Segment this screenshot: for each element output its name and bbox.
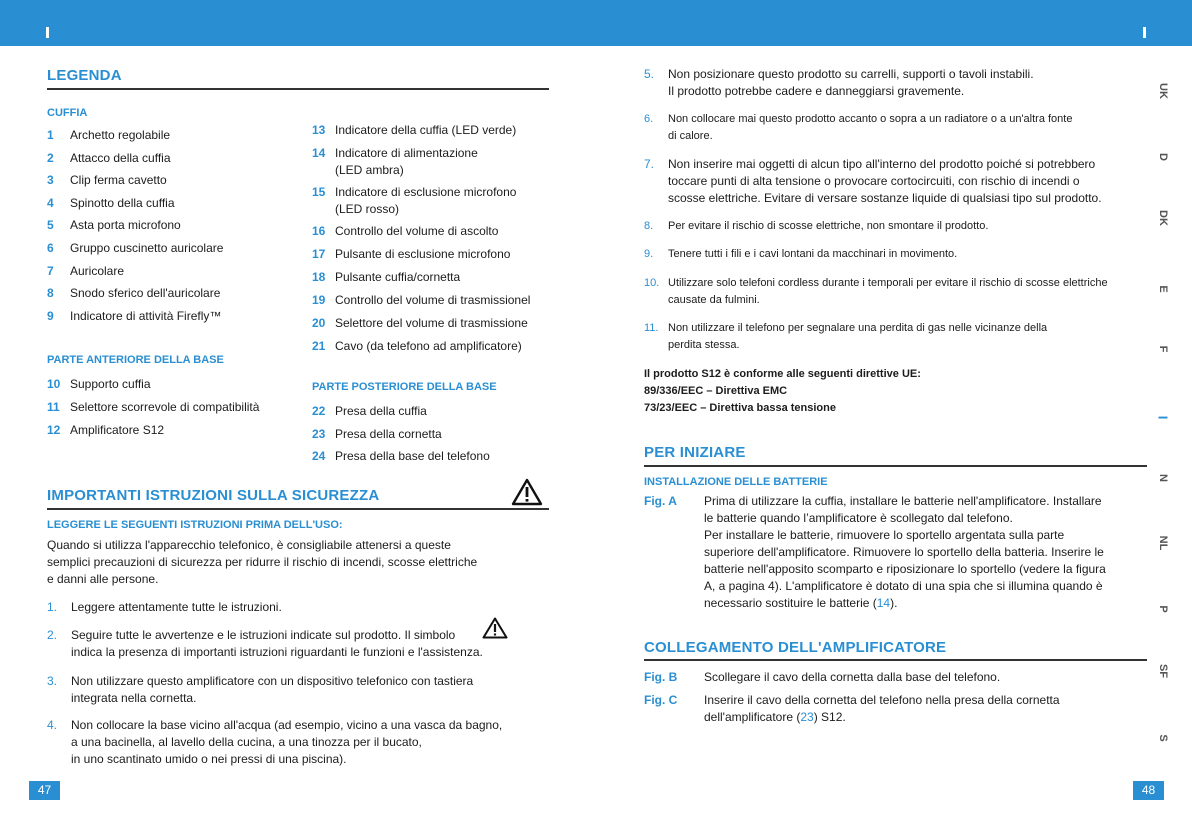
safety-item-line: Non utilizzare questo amplificatore con un dispositivo telefonico con tastiera: [71, 674, 474, 688]
language-tab[interactable]: F: [1157, 345, 1169, 353]
legend-item-label: Indicatore della cuffia (LED verde): [335, 123, 517, 137]
safety-item-number: 10.: [644, 277, 660, 289]
fig-a-line: A, a pagina 4). L'amplificatore è dotato di una spia che si illumina quando è: [704, 579, 1103, 593]
legend-item-number: 11: [47, 400, 60, 414]
legend-item-number: 20: [312, 316, 326, 330]
language-tab[interactable]: P: [1157, 605, 1169, 613]
language-tab[interactable]: S: [1157, 734, 1169, 742]
fig-c-line: Inserire il cavo della cornetta del telefono nella presa della cornetta: [704, 693, 1060, 707]
legend-item-label: Snodo sferico dell'auricolare: [70, 286, 221, 301]
fig-c-text: [704, 692, 1060, 726]
safety-item-line: in uno scantinato umido o nei pressi di una piscina).: [71, 752, 347, 766]
legend-item-number: 12: [47, 423, 61, 437]
safety-item-number: 7.: [644, 157, 655, 171]
language-tab[interactable]: NL: [1157, 535, 1169, 551]
fig-b-label: Fig. B: [644, 670, 678, 684]
safety-item-line: Per evitare il rischio di scosse elettriche, non smontare il prodotto.: [668, 220, 989, 232]
safety-item-10: [644, 275, 1144, 309]
legend-item-label: Attacco della cuffia: [70, 150, 171, 165]
legend-item-number: 2: [47, 150, 54, 165]
safety-item-line: Non collocare mai questo prodotto accanto o sopra a un radiatore o a un'altra fonte: [668, 113, 1073, 125]
legend-item-label: Spinotto della cuffia: [70, 195, 175, 210]
safety-intro-line: e danni alle persone.: [47, 572, 159, 586]
legend-item-number: 22: [312, 404, 326, 418]
safety-item-number: 6.: [644, 113, 654, 125]
safety-item-5: [644, 66, 1144, 100]
safety-item-line: a una bacinella, al lavello della cucina, a una tinozza per il bucato,: [71, 735, 422, 749]
safety-item-line: Non utilizzare il telefono per segnalare una perdita di gas nelle vicinanze della: [668, 322, 1048, 334]
legend-item-number: 4: [47, 195, 54, 210]
legend-item-label: Auricolare: [70, 263, 125, 278]
fig-a-line: Per installare le batterie, rimuovere lo sportello argentata sulla parte: [704, 528, 1065, 542]
legend-item-number: 5: [47, 218, 54, 233]
battery-subtitle: INSTALLAZIONE DELLE BATTERIE: [644, 476, 828, 488]
fig-c-text-part: ) S12.: [813, 710, 846, 724]
safety-item-line: Non inserire mai oggetti di alcun tipo all'interno del prodotto poiché si potrebbero: [668, 157, 1096, 171]
safety-item-3: [47, 673, 547, 707]
safety-item-line: perdita stessa.: [668, 339, 740, 351]
language-tab[interactable]: DK: [1157, 210, 1169, 226]
safety-item-number: 2.: [47, 628, 58, 642]
legend-item-number: 6: [47, 241, 54, 255]
safety-rule: [47, 508, 549, 510]
legend-item-label: Archetto regolabile: [70, 128, 171, 142]
safety-item-9: [644, 246, 1144, 263]
safety-item-line: causate da fulmini.: [668, 294, 760, 306]
cuffia-subtitle: CUFFIA: [47, 107, 88, 119]
fig-a-line: Prima di utilizzare la cuffia, installare le batterie nell'amplificatore. Installare: [704, 494, 1102, 508]
fig-b-text: Scollegare il cavo della cornetta dalla base del telefono.: [704, 670, 1001, 684]
left-page-marker: [46, 27, 49, 38]
legend-item-label: Presa della base del telefono: [335, 449, 490, 463]
legend-item-number: 7: [47, 263, 54, 278]
legend-item-number: 18: [312, 270, 326, 284]
legenda-rule: [47, 88, 549, 90]
legend-item-number: 19: [312, 293, 326, 307]
right-page-marker: [1143, 27, 1146, 38]
legend-item-number: 9: [47, 308, 54, 323]
safety-item-2: [47, 627, 547, 661]
safety-subtitle: LEGGERE LE SEGUENTI ISTRUZIONI PRIMA DELL'USO:: [47, 519, 343, 531]
safety-item-line: di calore.: [668, 130, 713, 142]
warning-icon: [511, 478, 543, 506]
legend-item-label-cont: (LED rosso): [335, 202, 400, 216]
safety-item-line: Il prodotto potrebbe cadere e danneggiarsi gravemente.: [668, 84, 965, 98]
header-bar: [0, 0, 1192, 46]
safety-item-line: integrata nella cornetta.: [71, 691, 197, 705]
safety-intro: [47, 537, 477, 588]
legend-item-label: Pulsante di esclusione microfono: [335, 247, 511, 261]
warning-icon-inline: [482, 617, 508, 639]
fig-a-text-part: necessario sostituire le batterie (: [704, 596, 877, 610]
connection-title: COLLEGAMENTO DELL'AMPLIFICATORE: [644, 639, 947, 656]
legend-item-label: Pulsante cuffia/cornetta: [335, 270, 461, 284]
conformity-line: 89/336/EEC – Direttiva EMC: [644, 385, 788, 397]
fig-a-text: [704, 493, 1144, 612]
legend-item-label: Controllo del volume di trasmissionel: [335, 293, 531, 307]
legend-item-number: 1: [47, 128, 54, 142]
legend-item-label-cont: (LED ambra): [335, 163, 404, 177]
legend-item-number: 15: [312, 185, 326, 199]
legend-item-label: Indicatore di attività Firefly™: [70, 308, 222, 323]
safety-item-line: Non collocare la base vicino all'acqua (ad esempio, vicino a una vasca da bagno,: [71, 718, 503, 732]
conformity-block: [644, 366, 921, 417]
page-number-left: 47: [29, 781, 60, 800]
safety-item-6: [644, 111, 1144, 145]
safety-item-line: Non posizionare questo prodotto su carrelli, supporti o tavoli instabili.: [668, 67, 1034, 81]
fig-a-label: Fig. A: [644, 494, 677, 508]
safety-item-1: [47, 599, 547, 616]
getting-started-rule: [644, 465, 1147, 467]
safety-item-4: [47, 717, 547, 768]
safety-item-line: indica la presenza di importanti istruzioni riguardanti le funzioni e l'assistenza.: [71, 645, 483, 659]
legend-item-label: Selettore scorrevole di compatibilità: [70, 400, 260, 414]
getting-started-title: PER INIZIARE: [644, 444, 746, 461]
language-tab[interactable]: E: [1157, 285, 1169, 293]
legend-item-label: Gruppo cuscinetto auricolare: [70, 241, 224, 255]
page-number-right: 48: [1133, 781, 1164, 800]
safety-item-number: 5.: [644, 67, 655, 81]
base-front-subtitle: PARTE ANTERIORE DELLA BASE: [47, 354, 224, 366]
legend-item-number: 14: [312, 146, 326, 160]
fig-a-line: superiore dell'amplificatore. Rimuovere lo sportello della batteria. Inserire le: [704, 545, 1104, 559]
legend-item-number: 16: [312, 224, 326, 238]
legend-item-number: 8: [47, 286, 54, 301]
safety-item-number: 4.: [47, 718, 58, 732]
safety-item-number: 3.: [47, 674, 58, 688]
fig-a-text-part: ).: [890, 596, 898, 610]
conformity-line: 73/23/EEC – Direttiva bassa tensione: [644, 402, 836, 414]
safety-item-line: Tenere tutti i fili e i cavi lontani da macchinari in movimento.: [668, 248, 958, 260]
safety-item-7: [644, 156, 1144, 207]
safety-item-11: [644, 320, 1144, 354]
legend-item-label: Supporto cuffia: [70, 377, 151, 391]
legend-item-number: 21: [312, 339, 326, 353]
safety-item-number: 11.: [644, 322, 659, 334]
safety-intro-line: semplici precauzioni di sicurezza per ridurre il rischio di incendi, scosse elettriche: [47, 555, 478, 569]
safety-item-line: Utilizzare solo telefoni cordless durante i temporali per evitare il rischio di scosse elettriche: [668, 277, 1108, 289]
legend-item-label: Selettore del volume di trasmissione: [335, 316, 528, 330]
legend-item-label: Presa della cuffia: [335, 404, 427, 418]
safety-intro-line: Quando si utilizza l'apparecchio telefonico, è consigliabile attenersi a queste: [47, 538, 451, 552]
legend-item-label: Clip ferma cavetto: [70, 173, 167, 188]
legend-item-label: Amplificatore S12: [70, 423, 165, 437]
legend-item-number: 13: [312, 123, 326, 137]
fig-a-line: le batterie quando l’amplificatore è scollegato dal telefono.: [704, 511, 1013, 525]
base-back-subtitle: PARTE POSTERIORE DELLA BASE: [312, 381, 497, 393]
safety-item-line: Seguire tutte le avvertenze e le istruzioni indicate sul prodotto. Il simbolo: [71, 628, 456, 642]
legend-item-label: Cavo (da telefono ad amplificatore): [335, 339, 522, 353]
legend-item-label: Presa della cornetta: [335, 426, 442, 441]
safety-item-line: scosse elettriche. Evitare di versare sostanze liquide di qualsiasi tipo sul prodotto.: [668, 191, 1102, 205]
fig-a-reference: 14: [876, 596, 891, 610]
fig-a-line: batterie nell'apposito scomparto e riposizionare lo sportello (vedere la figura: [704, 562, 1106, 576]
safety-item-line: Leggere attentamente tutte le istruzioni.: [71, 600, 282, 614]
safety-title: IMPORTANTI ISTRUZIONI SULLA SICUREZZA: [47, 487, 380, 504]
language-tab[interactable]: D: [1157, 153, 1169, 161]
language-tab[interactable]: N: [1157, 474, 1169, 482]
fig-a-line: [704, 595, 1144, 612]
safety-item-number: 1.: [47, 600, 58, 614]
legend-item-label: Indicatore di alimentazione: [335, 146, 478, 160]
fig-c-reference: 23: [800, 710, 814, 724]
legend-item-label: Indicatore di esclusione microfono: [335, 185, 517, 199]
legend-item-label: Controllo del volume di ascolto: [335, 224, 499, 238]
safety-item-8: [644, 218, 1144, 235]
safety-item-line: toccare punti di alta tensione o provocare cortocircuiti, con rischio di incendi o: [668, 174, 1080, 188]
language-tab[interactable]: I: [1155, 415, 1171, 420]
conformity-line: Il prodotto S12 è conforme alle seguenti direttive UE:: [644, 368, 921, 380]
fig-c-line: [704, 709, 1060, 726]
fig-c-label: Fig. C: [644, 693, 678, 707]
legend-item-number: 3: [47, 173, 54, 188]
safety-item-number: 8.: [644, 220, 654, 232]
safety-item-number: 9.: [644, 248, 654, 260]
legend-item-number: 17: [312, 247, 326, 261]
legend-item-number: 23: [312, 426, 326, 441]
connection-rule: [644, 659, 1147, 661]
language-tab[interactable]: UK: [1157, 83, 1169, 99]
legenda-title: LEGENDA: [47, 67, 122, 84]
fig-c-text-part: dell'amplificatore (: [704, 710, 801, 724]
legend-item-number: 10: [47, 377, 61, 391]
legend-item-label: Asta porta microfono: [70, 218, 181, 233]
language-tab[interactable]: SF: [1157, 663, 1169, 679]
legend-item-number: 24: [312, 449, 326, 463]
